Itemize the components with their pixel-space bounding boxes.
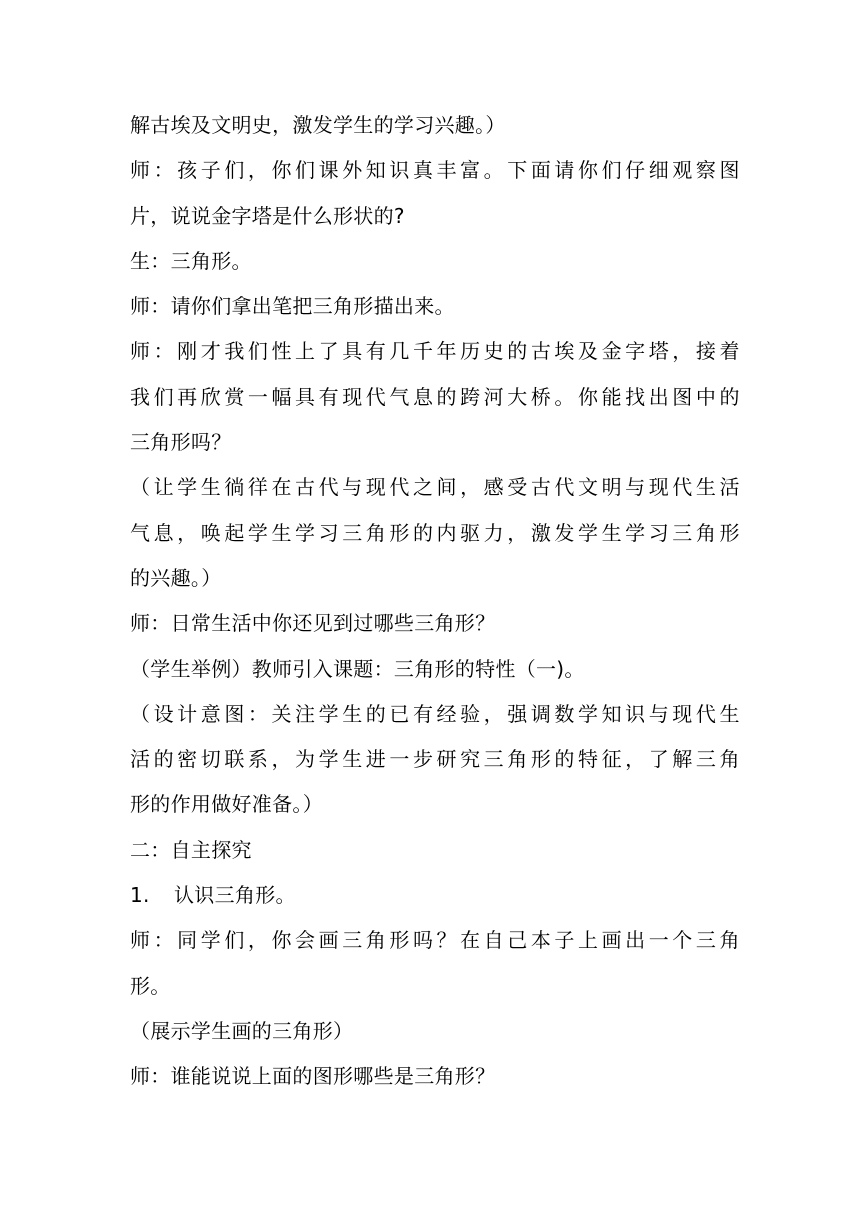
paragraph-line-2: 师 ： 孩 子 们 ， 你 们 课 外 知 识 真 丰 富 。 下 面 请 你 们 仔 细 观 察 图 [130, 158, 740, 183]
paragraph-line-13: （学生举例）教师引入课题：三角形的特性（一)。 [130, 656, 585, 681]
paragraph-line-14: （ 设 计 意 图 ： 关 注 学 生 的 已 有 经 验 ， 强 调 数 学 知 识 与 现 代 生 [130, 701, 740, 726]
document-body [130, 103, 740, 1100]
paragraph-line-7: 我 们 再 欣 赏 一 幅 具 有 现 代 气 息 的 跨 河 大 桥 。 你 能 找 出 图 中 的 [130, 384, 740, 409]
paragraph-line-12: 师：日常生活中你还见到过哪些三角形？ [130, 611, 496, 636]
section-heading: 二：自主探究 [130, 837, 252, 862]
paragraph-line-15: 活 的 密 切 联 系 ， 为 学 生 进 一 步 研 究 三 角 形 的 特 征 ， 了 解 三 角 [130, 747, 740, 772]
numbered-list-item [130, 873, 740, 918]
list-item-text: 认识三角形。 [174, 883, 296, 908]
paragraph-line-22: 师：谁能说说上面的图形哪些是三角形？ [130, 1064, 496, 1089]
paragraph-line-9: （ 让 学 生 徜 徉 在 古 代 与 现 代 之 间 ， 感 受 古 代 文 明 与 现 代 生 活 [130, 475, 740, 500]
paragraph-line-19: 师 ： 同 学 们 ， 你 会 画 三 角 形 吗 ？ 在 自 己 本 子 上 画 出 一 个 三 角 [130, 928, 740, 953]
paragraph-line-5: 师：请你们拿出笔把三角形描出来。 [130, 294, 455, 319]
paragraph-line-21: （展示学生画的三角形） [130, 1018, 354, 1043]
paragraph-line-4: 生：三角形。 [130, 248, 252, 273]
paragraph-line-11: 的兴趣。） [130, 565, 222, 590]
paragraph-line-1: 解古埃及文明史，激发学生的学习兴趣。） [130, 113, 506, 137]
paragraph-line-16: 形的作用做好准备。） [130, 792, 323, 817]
paragraph-line-8: 三角形吗？ [130, 430, 232, 455]
paragraph-line-3: 片，说说金字塔是什么形状的? [130, 203, 405, 228]
paragraph-line-6: 师 ： 刚 才 我 们 性 上 了 具 有 几 千 年 历 史 的 古 埃 及 金 字 塔 ， 接 着 [130, 339, 740, 364]
paragraph-line-10: 气 息 ， 唤 起 学 生 学 习 三 角 形 的 内 驱 力 ， 激 发 学 生 学 习 三 角 形 [130, 520, 740, 545]
list-number: 1. [130, 883, 150, 908]
paragraph-line-20: 形。 [130, 973, 171, 998]
